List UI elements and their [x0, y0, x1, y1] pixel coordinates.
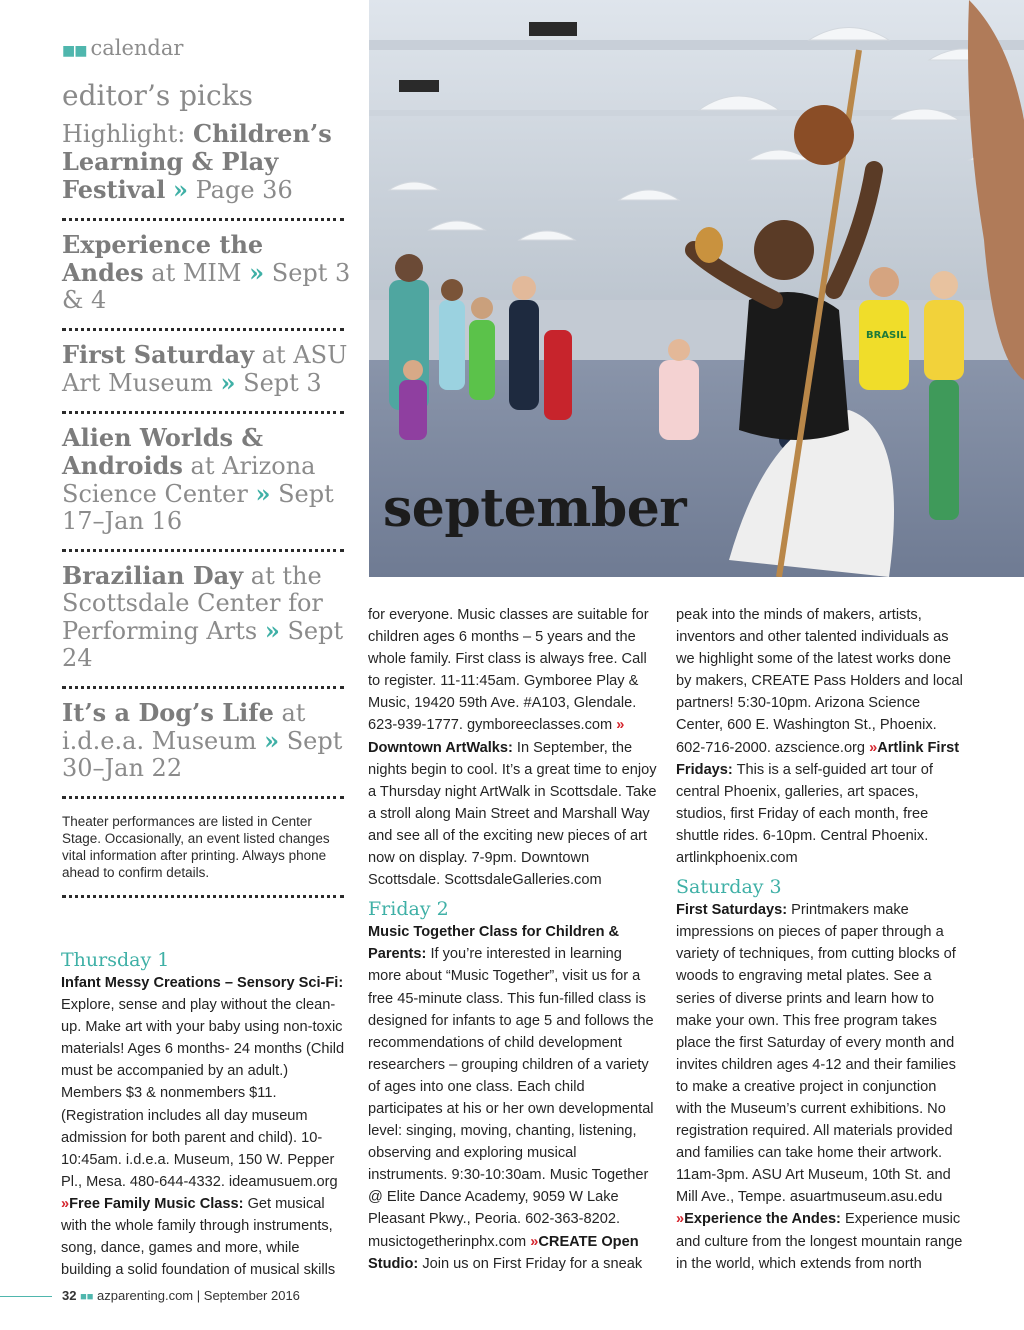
arrow-icon: » [676, 1211, 685, 1228]
picks-heading: editor’s picks [62, 79, 254, 112]
pick-item[interactable]: It’s a Dog’s Life at i.d.e.a. Museum » Sept 30–Jan 22 [62, 698, 343, 782]
day-heading: Thursday 1 [61, 949, 170, 971]
day-heading: Saturday 3 [676, 876, 782, 899]
day-heading: Friday 2 [368, 898, 449, 921]
event-listing: First Saturdays: Printmakers make impressions on pieces of paper through a variety of techniques, from cutting blocks of woods to engraving metal plates. See a series of diverse prints and learn how to make your own. This free program takes place the first Saturday of every month and invites children ages 4-12 and their families to make a creative project in conjunction with the Museum’s current exhibitions. No registration required. All materials provided and families can take home their artwork. 11am-3pm. ASU Art Museum, 10th St. and Mill Ave., Tempe. asuartmuseum.asu.edu »Experience the Andes: Experience music and culture from the longest mountain range in the world, which extends from north [676, 902, 963, 1272]
footer-rule [0, 1296, 52, 1297]
arrow-icon: » [61, 1195, 70, 1212]
grid-dots-icon: ■■ [62, 43, 87, 59]
event-listing: Music Together Class for Children & Parents: If you’re interested in learning more about “Music Together”, visit us for a free 45-minute class. This fun-filled class is designed for infants to age 5 and follows the recommendations of child development researchers – grouping children of a variety of ages into one class. Each child participates at his or her own developmental level: singing, moving, chanting, listening, observing and exploring musical instruments. 9:30-10:30am. Music Together @ Elite Dance Academy, 9059 W Lake Pleasant Pkwy., Peoria. 602-363-8202. musictogetherinphx.com »CREATE Open Studio: Join us on First Friday for a sneak [368, 924, 654, 1272]
arrow-icon: » [220, 368, 236, 397]
site-link[interactable]: azparenting.com [97, 1288, 194, 1303]
arrow-icon: » [249, 258, 265, 287]
event-listing: Infant Messy Creations – Sensory Sci-Fi: Explore, sense and play without the clean-up. Make art with your baby using non-toxic materials! Ages 6 months- 24 months (Child must be accompanied by an adult.) Members $3 & nonmembers $11. (Registration includes all day museum admission for both parent and child). 10-10:45am. i.d.e.a. Museum, 150 W. Pepper Pl., Mesa. 480-644-4332. ideamusuem.org »Free Family Music Class: Get musical with the whole family through instruments, song, dance, games and more, while building a solid foundation of musical skills [61, 975, 345, 1279]
arrow-icon: » [255, 479, 271, 508]
grid-dots-icon: ■■ [80, 1291, 94, 1303]
arrow-icon: » [264, 616, 280, 645]
page-footer [0, 1287, 400, 1307]
arrow-icon: » [264, 726, 280, 755]
footer-text: 32 ■■ azparenting.com | September 2016 [62, 1288, 300, 1303]
event-listing: for everyone. Music classes are suitable for children ages 6 months – 5 years and the whole family. First class is always free. Call to register. 11-11:45am. Gymboree Play & Music, 19420 59th Ave. #A103, Glendale. 623-939-1777. gymboreeclasses.com » Downtown ArtWalks: In September, the nights begin to cool. It’s a great time to enjoy a Thursday night ArtWalk in Scottsdale. Take a stroll along Main Street and Marshall Way and see all of the exciting new pieces of art now on display. 7-9pm. Downtown Scottsdale. ScottsdaleGalleries.com [368, 607, 657, 889]
page-number: 32 [62, 1288, 77, 1303]
pick-item[interactable]: Alien Worlds & Androids at Arizona Science Center » Sept 17–Jan 16 [62, 423, 334, 535]
arrow-icon: » [869, 739, 878, 756]
pick-item[interactable]: Brazilian Day at the Scottsdale Center for Performing Arts » Sept 24 [62, 561, 344, 672]
editors-picks-sidebar [62, 32, 352, 898]
column-2 [368, 604, 658, 1275]
column-3 [676, 604, 966, 1275]
pick-item[interactable]: First Saturday at ASU Art Museum » Sept 3 [62, 340, 348, 397]
dotted-divider [62, 895, 344, 898]
disclaimer-note: Theater performances are listed in Center Stage. Occasionally, an event listed changes vital information after printing. Always phone ahead to confirm details. [62, 814, 330, 880]
issue-date: September 2016 [203, 1288, 300, 1303]
arrow-icon: » [530, 1233, 539, 1250]
month-title: september [383, 478, 687, 539]
hero-photo [369, 0, 1024, 577]
event-listing: peak into the minds of makers, artists, inventors and other talented individuals as we highlight some of the latest works done by makers, CREATE Pass Holders and local partners! 5:30-10pm. Arizona Science Center, 600 E. Washington St., Phoenix. 602-716-2000. azscience.org »Artlink First Fridays: This is a self-guided art tour of central Phoenix, galleries, art spaces, studios, first Friday of each month, free shuttle rides. 6-10pm. Central Phoenix. artlinkphoenix.com [676, 607, 963, 867]
pick-item[interactable]: Highlight: Children’s Learning & Play Festival » Page 36 [62, 119, 332, 204]
section-label: ■■ calendar [62, 36, 184, 60]
column-1 [61, 942, 346, 1281]
pick-item[interactable]: Experience the Andes at MIM » Sept 3 & 4 [62, 230, 351, 314]
shirt-text: BRASIL [866, 330, 907, 341]
arrow-icon: » [172, 175, 188, 204]
arrow-icon: » [616, 717, 625, 734]
